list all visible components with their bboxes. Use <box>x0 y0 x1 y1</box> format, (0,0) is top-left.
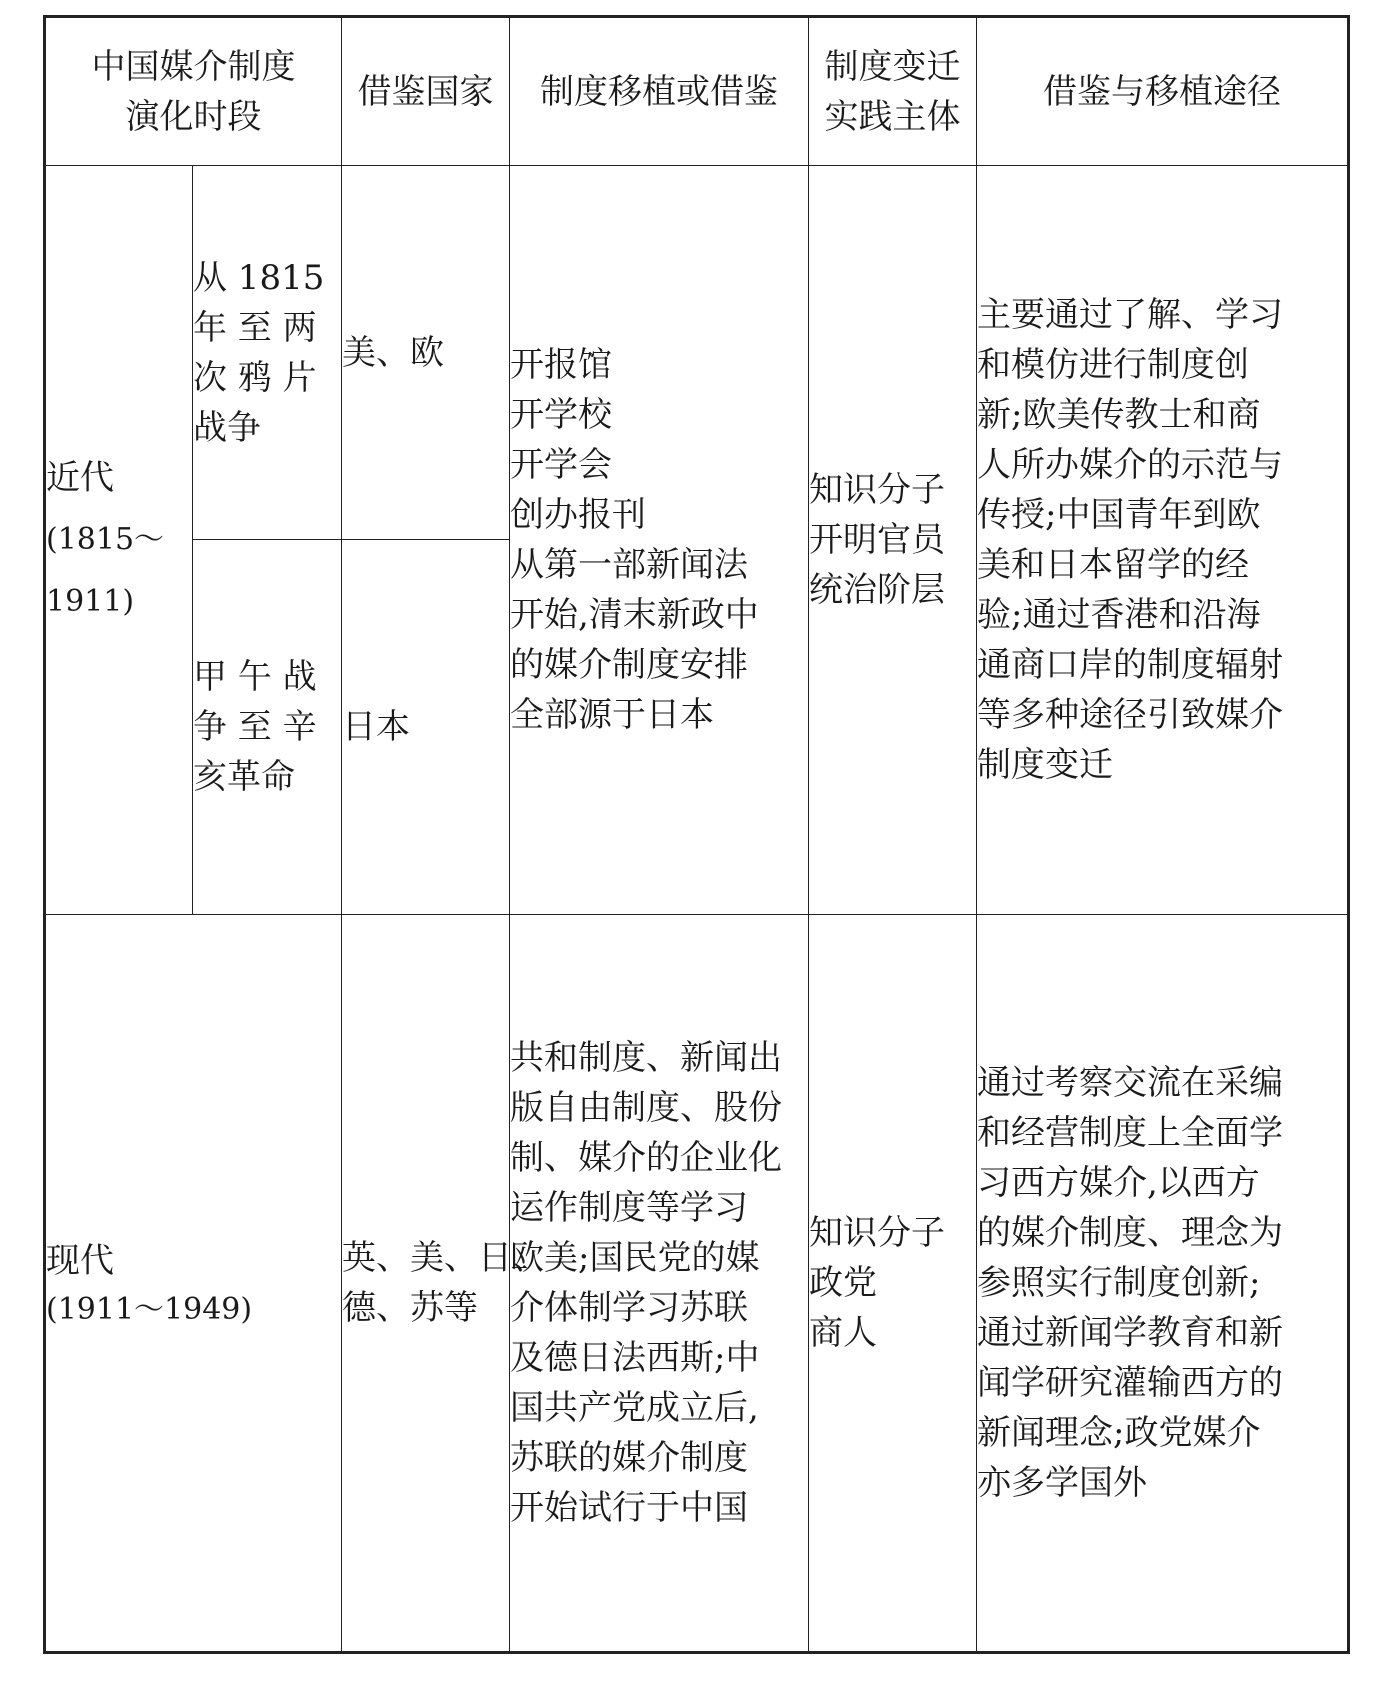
subperiod-sino-japanese-war: 甲 午 战 争 至 辛 亥革命 <box>193 540 342 915</box>
subject-early-modern: 知识分子 开明官员 统治阶层 <box>809 166 977 915</box>
header-period: 中国媒介制度 演化时段 <box>45 17 342 166</box>
transplant-early-modern: 开报馆 开学校 开学会 创办报刊 从第一部新闻法 开始,清末新政中 的媒介制度安排 全部源于日本 <box>510 166 809 915</box>
transplant-modern: 共和制度、新闻出 版自由制度、股份 制、媒介的企业化 运作制度等学习 欧美;国民党的媒 介体制学习苏联 及德日法西斯;中 国共产党成立后, 苏联的媒介制度 开始试行于中国 <box>510 915 809 1653</box>
header-country: 借鉴国家 <box>342 17 510 166</box>
subperiod-1815-opium-wars: 从 1815 年 至 两 次 鸦 片 战争 <box>193 166 342 540</box>
subject-modern: 知识分子 政党 商人 <box>809 915 977 1653</box>
country-us-europe: 美、欧 <box>342 166 510 540</box>
header-row <box>45 17 1349 166</box>
header-transplant: 制度移植或借鉴 <box>510 17 809 166</box>
table-row <box>45 915 1349 1653</box>
country-modern: 英、美、日、 德、苏等 <box>342 915 510 1653</box>
header-path: 借鉴与移植途径 <box>977 17 1349 166</box>
path-early-modern: 主要通过了解、学习 和模仿进行制度创 新;欧美传教士和商 人所办媒介的示范与 传授;中国青年到欧 美和日本留学的经 验;通过香港和沿海 通商口岸的制度辐射 等多种途径引致媒介 制度变迁 <box>977 166 1349 915</box>
period-modern: 现代 (1911～1949) <box>45 915 342 1653</box>
period-early-modern: 近代 (1815～ 1911) <box>45 166 193 915</box>
table-row <box>45 166 1349 540</box>
path-modern: 通过考察交流在采编 和经营制度上全面学 习西方媒介,以西方 的媒介制度、理念为 参照实行制度创新; 通过新闻学教育和新 闻学研究灌输西方的 新闻理念;政党媒介 亦多学国外 <box>977 915 1349 1653</box>
media-system-table <box>43 15 1350 1654</box>
country-japan: 日本 <box>342 540 510 915</box>
header-subject: 制度变迁 实践主体 <box>809 17 977 166</box>
